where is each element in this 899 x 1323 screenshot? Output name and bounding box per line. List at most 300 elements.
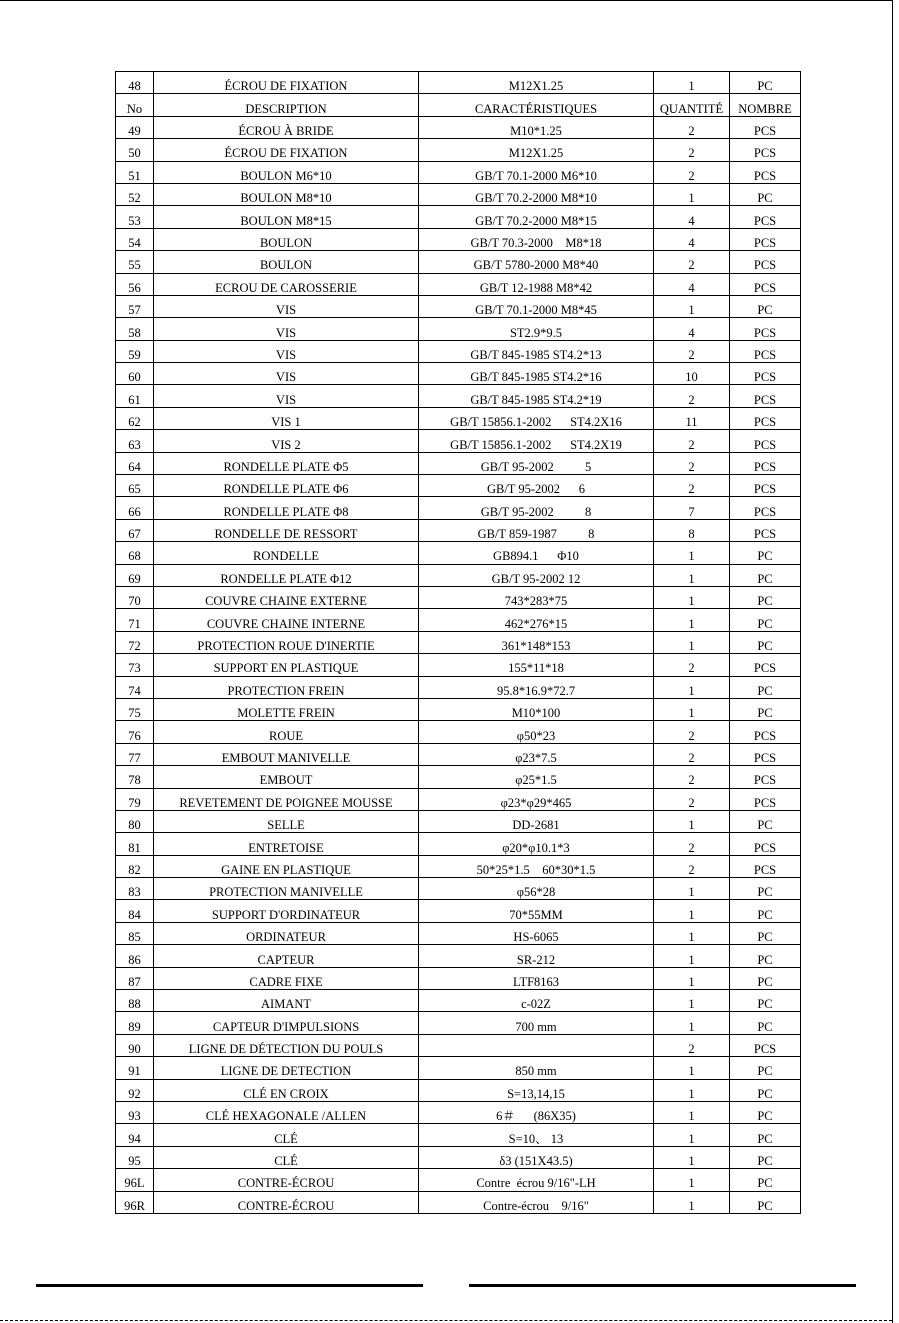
- table-row: [116, 139, 801, 161]
- cell-description-text: BOULON: [259, 236, 313, 250]
- cell-spec-text: φ25*1.5: [515, 773, 557, 788]
- table-row: [116, 385, 801, 407]
- cell-qty: [654, 654, 730, 676]
- cell-qty: [654, 833, 730, 855]
- cell-description-text: EMBOUT MANIVELLE: [221, 750, 351, 765]
- cell-qty-text: 2: [688, 728, 695, 743]
- cell-no: [116, 1079, 154, 1101]
- cell-description: [154, 698, 419, 720]
- cell-spec-text: 700 mm: [515, 1019, 557, 1034]
- cell-description-text: ÉCROU DE FIXATION: [224, 146, 348, 161]
- cell-description: [154, 676, 419, 698]
- cell-no: [116, 945, 154, 967]
- cell-no: [116, 698, 154, 720]
- cell-description-text: AIMANT: [261, 997, 311, 1012]
- table-row: [116, 945, 801, 967]
- cell-unit: [730, 161, 801, 183]
- cell-qty: [654, 475, 730, 497]
- cell-qty-text: 2: [688, 392, 695, 407]
- cell-qty-text: 2: [688, 1042, 695, 1057]
- cell-no-text: 65: [128, 482, 141, 497]
- table-row: [116, 788, 801, 810]
- cell-qty: [654, 340, 730, 362]
- cell-qty-text: 2: [688, 124, 695, 139]
- cell-description-text: CLÉ: [274, 1131, 298, 1146]
- cell-no: [116, 676, 154, 698]
- cell-spec: [419, 967, 654, 989]
- cell-unit: [730, 1012, 801, 1034]
- column-header-unit: NOMBRE: [730, 94, 801, 116]
- cell-spec: [419, 251, 654, 273]
- column-header-qty: QUANTITÉ: [654, 94, 730, 116]
- cell-spec: [419, 788, 654, 810]
- cell-unit-text: PCS: [753, 795, 777, 810]
- cell-unit: [730, 228, 801, 250]
- cell-no: [116, 1169, 154, 1191]
- cell-no: [116, 855, 154, 877]
- cell-unit: [730, 586, 801, 608]
- table-row: [116, 1012, 801, 1034]
- cell-no: [116, 564, 154, 586]
- cell-no-text: 88: [128, 997, 141, 1012]
- cell-no: [116, 609, 154, 631]
- cell-qty-text: 1: [688, 952, 695, 967]
- cell-spec-text: GB/T 15856.1-2002 ST4.2X19: [450, 437, 622, 452]
- cell-qty-text: 8: [688, 527, 695, 542]
- cell-spec-text: 50*25*1.5 60*30*1.5: [476, 862, 596, 877]
- cell-description-text: SUPPORT D'ORDINATEUR: [211, 907, 361, 922]
- cell-no: [116, 161, 154, 183]
- cell-no: [116, 1101, 154, 1123]
- cell-description-text: LIGNE DE DETECTION: [220, 1064, 352, 1079]
- cell-no: [116, 1146, 154, 1168]
- footer-rule-right: [469, 1284, 856, 1287]
- cell-no: [116, 654, 154, 676]
- cell-spec: [419, 900, 654, 922]
- cell-no: [116, 833, 154, 855]
- cell-spec: [419, 609, 654, 631]
- cell-description: [154, 251, 419, 273]
- cell-unit: [730, 698, 801, 720]
- cell-qty: [654, 564, 730, 586]
- cell-spec: [419, 295, 654, 317]
- cell-qty: [654, 698, 730, 720]
- cell-description-text: BOULON M8*15: [240, 213, 332, 228]
- cell-no: [116, 318, 154, 340]
- cell-unit-text: PC: [757, 706, 773, 721]
- cell-spec-text: GB/T 12-1988 M8*42: [479, 280, 593, 295]
- table-row: [116, 586, 801, 608]
- cell-qty-text: 1: [688, 571, 695, 586]
- cell-spec-text: S=10、 13: [508, 1131, 564, 1146]
- cell-description: [154, 385, 419, 407]
- cell-description-text: CAPTEUR: [257, 952, 315, 967]
- cell-qty-text: 1: [688, 997, 695, 1012]
- cell-no-text: 68: [128, 549, 141, 564]
- cell-spec-text: GB/T 845-1985 ST4.2*13: [470, 347, 602, 362]
- cell-no: [116, 878, 154, 900]
- cell-qty-text: 2: [688, 750, 695, 765]
- cell-no-text: 80: [128, 818, 141, 833]
- cell-no: [116, 116, 154, 138]
- cell-unit-text: PCS: [753, 527, 777, 542]
- cell-description: [154, 318, 419, 340]
- cell-no: [116, 475, 154, 497]
- cell-description: [154, 1012, 419, 1034]
- cell-description: [154, 900, 419, 922]
- table-row: [116, 363, 801, 385]
- cell-qty: [654, 743, 730, 765]
- cell-spec: [419, 1057, 654, 1079]
- cell-unit-text: PCS: [753, 415, 777, 430]
- cell-unit-text: PC: [757, 974, 773, 989]
- cell-no: [116, 407, 154, 429]
- table-row-carryover: [116, 72, 801, 94]
- table-row: [116, 743, 801, 765]
- cell-no: [116, 228, 154, 250]
- cell-no: [116, 519, 154, 541]
- cell-unit: [730, 855, 801, 877]
- cell-no-text: 94: [128, 1131, 141, 1146]
- cell-no-text: 57: [128, 303, 141, 318]
- footer-rule-left: [36, 1284, 423, 1287]
- cell-spec: [419, 1191, 654, 1213]
- cell-no-text: 75: [128, 706, 141, 721]
- cell-qty: [654, 967, 730, 989]
- cell-qty: [654, 922, 730, 944]
- parts-list-table: [115, 71, 801, 1214]
- cell-unit-text: PCS: [753, 370, 777, 385]
- cell-description-text: RONDELLE DE RESSORT: [214, 527, 358, 542]
- cell-spec: [419, 497, 654, 519]
- cell-description-text: RONDELLE: [253, 549, 319, 564]
- cell-description: [154, 340, 419, 362]
- table-row: [116, 1124, 801, 1146]
- cell-spec-text: GB/T 95-2002 5: [480, 459, 592, 474]
- table-row: [116, 228, 801, 250]
- table-row: [116, 676, 801, 698]
- cell-description: [154, 407, 419, 429]
- table-row: [116, 273, 801, 295]
- parts-table-body: [116, 72, 801, 1214]
- cell-no-text: 73: [128, 661, 141, 676]
- cell-unit-text: PCS: [753, 258, 777, 273]
- table-row: [116, 654, 801, 676]
- cell-description: [154, 542, 419, 564]
- cell-qty-text: 1: [688, 1064, 695, 1079]
- cell-unit: [730, 922, 801, 944]
- cell-unit-text: PCS: [753, 459, 777, 474]
- cell-qty-text: 2: [688, 347, 695, 362]
- table-row: [116, 475, 801, 497]
- cell-description: [154, 1169, 419, 1191]
- cell-qty: [654, 519, 730, 541]
- table-row: [116, 1079, 801, 1101]
- cell-description: [154, 1057, 419, 1079]
- cell-qty: [654, 542, 730, 564]
- cell-no-text: 72: [128, 639, 141, 654]
- cell-spec: [419, 1079, 654, 1101]
- cell-description: [154, 1124, 419, 1146]
- cell-unit: [730, 430, 801, 452]
- cell-description: [154, 654, 419, 676]
- cell-description: [154, 1034, 419, 1056]
- cell-qty-text: 1: [688, 907, 695, 922]
- cell-spec-text: GB/T 70.2-2000 M8*10: [475, 191, 597, 206]
- cell-unit: [730, 766, 801, 788]
- cell-qty-text: 1: [688, 1154, 695, 1169]
- cell-unit-text: PC: [757, 1109, 773, 1124]
- cell-qty: [654, 900, 730, 922]
- cell-spec-text: 850 mm: [515, 1064, 557, 1079]
- cell-spec-text: GB/T 70.2-2000 M8*15: [475, 213, 597, 228]
- cell-qty-text: 1: [688, 974, 695, 989]
- cell-qty: [654, 721, 730, 743]
- cell-spec: [419, 676, 654, 698]
- cell-description: [154, 139, 419, 161]
- cell-no-text: 86: [128, 952, 141, 967]
- cell-unit: [730, 139, 801, 161]
- cell-description-text: SUPPORT EN PLASTIQUE: [213, 661, 359, 676]
- cell-description-text: CLÉ: [274, 1154, 298, 1169]
- cell-qty: [654, 273, 730, 295]
- cell-description: [154, 183, 419, 205]
- cell-description-text: ORDINATEUR: [246, 930, 326, 945]
- cell-spec: [419, 407, 654, 429]
- cell-spec-text: 155*11*18: [508, 661, 564, 676]
- cell-spec-text: 95.8*16.9*72.7: [496, 683, 576, 698]
- cell-unit-text: PC: [757, 1064, 773, 1079]
- cell-qty: [654, 810, 730, 832]
- cell-qty: [654, 631, 730, 653]
- cell-spec: [419, 721, 654, 743]
- cell-unit: [730, 1057, 801, 1079]
- cell-unit: [730, 1079, 801, 1101]
- cell-description-text: ECROU DE CAROSSERIE: [215, 280, 357, 295]
- cell-description-text: VIS: [275, 303, 297, 318]
- cell-description: [154, 1191, 419, 1213]
- table-row: [116, 407, 801, 429]
- cell-no-text: 56: [128, 280, 141, 295]
- cell-unit-text: PC: [757, 930, 773, 945]
- cell-spec: [419, 945, 654, 967]
- table-row: [116, 116, 801, 138]
- cell-qty: [654, 407, 730, 429]
- cell-qty-text: 1: [688, 549, 695, 564]
- cell-spec-text: GB/T 859-1987 8: [477, 527, 595, 542]
- cell-unit: [730, 788, 801, 810]
- cell-spec: [419, 116, 654, 138]
- cell-qty: [654, 609, 730, 631]
- cell-unit-text: PCS: [753, 168, 777, 183]
- cell-qty: [654, 116, 730, 138]
- cell-unit-text: PCS: [753, 392, 777, 407]
- cell-unit: [730, 1146, 801, 1168]
- cell-no-text: 49: [128, 124, 141, 139]
- cell-description: [154, 564, 419, 586]
- cell-no-text: 89: [128, 1019, 141, 1034]
- cell-no: [116, 900, 154, 922]
- cell-qty: [654, 295, 730, 317]
- cell-no: [116, 631, 154, 653]
- table-row: [116, 1146, 801, 1168]
- table-row: [116, 878, 801, 900]
- cell-qty-text: 1: [688, 1086, 695, 1101]
- cell-no-text: 66: [128, 504, 141, 519]
- cell-description-text: RONDELLE PLATE Φ5: [223, 459, 349, 474]
- cell-spec-text: GB/T 15856.1-2002 ST4.2X16: [450, 415, 622, 430]
- cell-spec: [419, 139, 654, 161]
- cell-unit: [730, 318, 801, 340]
- cell-description-text: BOULON M8*10: [240, 191, 332, 206]
- cell-description-text: PROTECTION FREIN: [227, 683, 345, 698]
- cell-no: [116, 273, 154, 295]
- table-row: [116, 161, 801, 183]
- cell-spec: [419, 698, 654, 720]
- cell-qty: [654, 1191, 730, 1213]
- cell-no: [116, 1124, 154, 1146]
- cell-spec-text: φ23*7.5: [515, 750, 557, 765]
- cell-no: [116, 452, 154, 474]
- cell-unit-text: PCS: [753, 728, 777, 743]
- cell-unit-text: PC: [757, 683, 773, 698]
- cell-qty: [654, 788, 730, 810]
- cell-no: [116, 206, 154, 228]
- cell-spec-text: φ56*28: [516, 885, 556, 900]
- cell-unit-text: PC: [757, 952, 773, 967]
- cell-no-text: 90: [128, 1042, 141, 1057]
- table-row: [116, 542, 801, 564]
- cell-description-text: GAINE EN PLASTIQUE: [221, 862, 351, 877]
- cell-spec: [419, 340, 654, 362]
- table-row: [116, 251, 801, 273]
- column-header-description: DESCRIPTION: [154, 94, 419, 116]
- cell-no: [116, 967, 154, 989]
- cell-no-text: 87: [128, 974, 141, 989]
- cell-qty-text: 1: [688, 930, 695, 945]
- cell-spec: [419, 1101, 654, 1123]
- cell-spec-text: M10*100: [511, 706, 561, 721]
- cell-description-text: CADRE FIXE: [249, 974, 323, 989]
- table-row: [116, 206, 801, 228]
- table-row: [116, 1101, 801, 1123]
- cell-no: [116, 295, 154, 317]
- cell-description: [154, 967, 419, 989]
- cell-no-text: 62: [128, 415, 141, 430]
- cell-description: ÉCROU DE FIXATION: [154, 72, 419, 94]
- table-row: [116, 855, 801, 877]
- cell-unit: PC: [730, 72, 801, 94]
- cell-description: [154, 363, 419, 385]
- cell-qty-text: 7: [688, 504, 695, 519]
- cell-unit-text: PCS: [753, 213, 777, 228]
- cell-description: [154, 161, 419, 183]
- cell-qty: [654, 878, 730, 900]
- cell-description-text: CONTRE-ÉCROU: [237, 1176, 335, 1191]
- cell-qty-text: 4: [688, 325, 695, 340]
- cell-spec: [419, 654, 654, 676]
- cell-no-text: 77: [128, 750, 141, 765]
- cell-unit: [730, 542, 801, 564]
- cell-qty-text: 1: [688, 303, 695, 318]
- cell-spec-text: 743*283*75: [504, 594, 568, 609]
- cell-spec-text: Contre-écrou 9/16": [483, 1198, 589, 1213]
- cell-unit: [730, 183, 801, 205]
- cell-description: [154, 855, 419, 877]
- cell-no-text: 52: [128, 191, 141, 206]
- cell-spec-text: GB/T 5780-2000 M8*40: [473, 258, 599, 273]
- cell-description: [154, 295, 419, 317]
- cell-spec: [419, 810, 654, 832]
- cell-spec: [419, 519, 654, 541]
- cell-unit: [730, 273, 801, 295]
- cell-unit: [730, 833, 801, 855]
- cell-no: [116, 922, 154, 944]
- cell-no-text: 55: [128, 258, 141, 273]
- cell-unit-text: PCS: [753, 661, 777, 676]
- cell-no-text: 93: [128, 1109, 141, 1124]
- cell-no: [116, 497, 154, 519]
- cell-no-text: 60: [128, 370, 141, 385]
- cell-unit: [730, 363, 801, 385]
- cell-description: [154, 475, 419, 497]
- cell-unit: [730, 900, 801, 922]
- cell-spec: [419, 1146, 654, 1168]
- cell-unit-text: PC: [757, 639, 773, 654]
- cell-qty: [654, 161, 730, 183]
- cell-no-text: 70: [128, 594, 141, 609]
- cell-spec-text: LTF8163: [512, 974, 560, 989]
- column-header-no: No: [116, 94, 154, 116]
- cell-spec: [419, 878, 654, 900]
- cell-qty: [654, 1169, 730, 1191]
- cell-spec-text: φ50*23: [516, 728, 556, 743]
- cell-spec-text: c-02Z: [521, 997, 551, 1012]
- cell-unit: [730, 1169, 801, 1191]
- cell-spec: [419, 990, 654, 1012]
- cell-qty: [654, 318, 730, 340]
- cell-qty: [654, 855, 730, 877]
- cell-qty: [654, 1079, 730, 1101]
- table-row: [116, 810, 801, 832]
- cell-qty: [654, 1101, 730, 1123]
- cell-description: [154, 609, 419, 631]
- table-row: [116, 318, 801, 340]
- table-row: [116, 1034, 801, 1056]
- cell-spec: [419, 475, 654, 497]
- cell-description: [154, 631, 419, 653]
- page-border-bottom: [0, 1320, 892, 1321]
- cell-no-text: 51: [128, 168, 141, 183]
- table-row: [116, 497, 801, 519]
- cell-spec: [419, 1169, 654, 1191]
- cell-spec: [419, 833, 654, 855]
- cell-unit-text: PCS: [753, 437, 777, 452]
- cell-spec-text: ST2.9*9.5: [509, 325, 563, 340]
- cell-description-text: VIS 1: [271, 415, 301, 430]
- cell-no-text: 54: [128, 236, 141, 250]
- cell-description: [154, 833, 419, 855]
- cell-qty: [654, 251, 730, 273]
- cell-unit-text: PCS: [753, 773, 777, 788]
- cell-description: [154, 430, 419, 452]
- cell-no: [116, 586, 154, 608]
- cell-unit-text: PC: [757, 616, 773, 631]
- cell-spec: [419, 766, 654, 788]
- cell-description: [154, 878, 419, 900]
- cell-no-text: 82: [128, 862, 141, 877]
- cell-no-text: 67: [128, 527, 141, 542]
